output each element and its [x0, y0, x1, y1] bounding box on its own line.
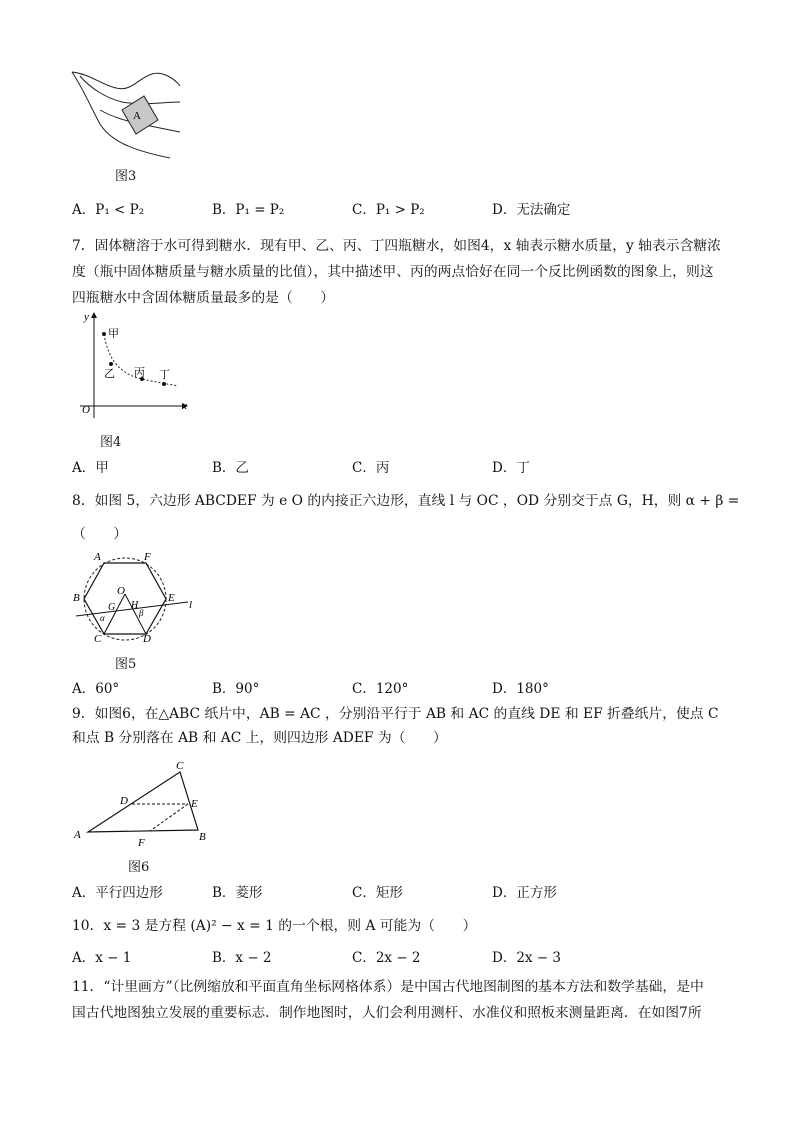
q8-option-c[interactable]: C．120°	[352, 681, 409, 697]
q6-option-a[interactable]: A．P₁ < P₂	[72, 202, 145, 218]
q10-option-c[interactable]: C．2x − 2	[352, 950, 421, 966]
figure-3-caption: 图3	[115, 169, 137, 184]
x-axis-label: x	[182, 400, 187, 412]
figure-4-caption: 图4	[100, 435, 122, 450]
q10-text-line: 10．x = 3 是方程 (A)² − x = 1 的一个根，则 A 可能为（ ）	[72, 918, 477, 934]
q10-option-d[interactable]: D．2x − 3	[492, 950, 562, 966]
q10-option-a[interactable]: A．x − 1	[72, 950, 132, 966]
point-ding-label: 丁	[159, 369, 170, 381]
q9-option-d[interactable]: D．正方形	[492, 885, 557, 901]
q11-text-line-1: 11．“计里画方”（比例缩放和平面直角坐标网格体系）是中国古代地图制图的基本方法和数学基础，是中	[72, 979, 704, 995]
q6-option-c[interactable]: C．P₁ > P₂	[352, 202, 425, 218]
y-axis-label: y	[84, 311, 89, 323]
vertex-b-label: B	[73, 592, 80, 604]
q8-option-b[interactable]: B．90°	[212, 681, 260, 697]
angle-alpha-label: α	[100, 613, 105, 623]
point-e-label: E	[191, 798, 198, 810]
vertex-a-label: A	[74, 829, 81, 841]
vertex-b-label: B	[199, 831, 206, 843]
q9-text-line-2: 和点 B 分别落在 AB 和 AC 上，则四边形 ADEF 为（ ）	[72, 730, 447, 746]
point-d-label: D	[120, 795, 128, 807]
vertex-d-label: D	[143, 633, 151, 645]
q7-text-line-1: 7．固体糖溶于水可得到糖水．现有甲、乙、丙、丁四瓶糖水，如图4，x 轴表示糖水质量，y 轴表示含糖浓	[72, 238, 721, 254]
figure-3-diagram	[70, 60, 190, 162]
vertex-a-label: A	[94, 551, 101, 563]
q9-text-line-1: 9．如图6，在△ABC 纸片中，AB = AC ，分别沿平行于 AB 和 AC 的直线 DE 和 EF 折叠纸片，使点 C	[72, 706, 719, 722]
q8-option-d[interactable]: D．180°	[492, 681, 549, 697]
vertex-c-label: C	[176, 760, 184, 772]
point-f-label: F	[138, 837, 145, 849]
figure-5-hexagon	[70, 550, 200, 646]
q9-option-b[interactable]: B．菱形	[212, 885, 263, 901]
q8-text-line-2: （ ）	[72, 526, 128, 542]
origin-label: O	[82, 404, 90, 416]
q9-option-c[interactable]: C．矩形	[352, 885, 403, 901]
q8-option-a[interactable]: A．60°	[72, 681, 120, 697]
point-yi-label: 乙	[104, 368, 115, 380]
figure-4-graph	[74, 310, 194, 422]
point-bing-label: 丙	[134, 367, 145, 379]
q7-text-line-3: 四瓶糖水中含固体糖质量最多的是（ ）	[72, 290, 335, 306]
vertex-c-label: C	[94, 633, 102, 645]
point-jia-label: 甲	[108, 328, 119, 340]
figure-6-caption: 图6	[128, 860, 150, 875]
q11-text-line-2: 国古代地图独立发展的重要标志．制作地图时，人们会利用测杆、水准仪和照板来测量距离．在如图7所	[72, 1005, 702, 1021]
center-o-label: O	[117, 585, 125, 597]
figure-5-caption: 图5	[115, 657, 137, 672]
q7-option-d[interactable]: D．丁	[492, 460, 530, 476]
q7-option-a[interactable]: A．甲	[72, 460, 109, 476]
q8-text-line-1: 8．如图 5，六边形 ABCDEF 为 e O 的内接正六边形，直线 l 与 OC ，OD 分别交于点 G，H，则 α + β =	[72, 493, 740, 509]
q6-option-b[interactable]: B．P₁ = P₂	[212, 202, 285, 218]
q9-option-a[interactable]: A．平行四边形	[72, 885, 163, 901]
point-g-label: G	[108, 602, 116, 613]
q10-option-b[interactable]: B．x − 2	[212, 950, 272, 966]
point-h-label: H	[131, 600, 139, 611]
q7-option-c[interactable]: C．丙	[352, 460, 390, 476]
q7-option-b[interactable]: B．乙	[212, 460, 249, 476]
line-l-label: l	[189, 599, 193, 611]
block-label: A	[133, 110, 141, 122]
angle-beta-label: β	[139, 608, 144, 618]
vertex-e-label: E	[168, 592, 175, 604]
figure-6-triangle	[70, 758, 215, 850]
q7-text-line-2: 度（瓶中固体糖质量与糖水质量的比值），其中描述甲、丙的两点恰好在同一个反比例函数的图象上，则这	[72, 264, 714, 280]
q6-option-d[interactable]: D．无法确定	[492, 202, 571, 218]
vertex-f-label: F	[144, 551, 151, 563]
